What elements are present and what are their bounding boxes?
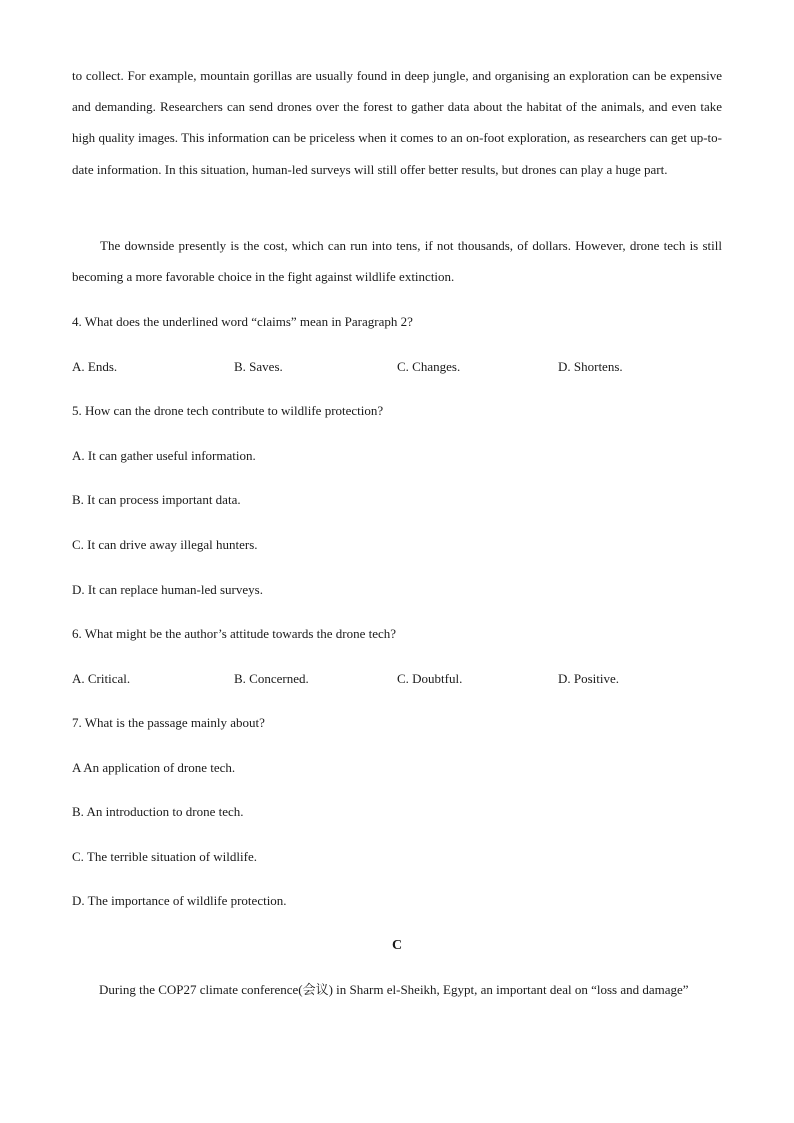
- option-b: B. Saves.: [234, 359, 283, 374]
- option-b: B. It can process important data.: [72, 492, 241, 507]
- question-stem: 7. What is the passage mainly about?: [72, 715, 265, 730]
- option-b: B. An introduction to drone tech.: [72, 804, 244, 819]
- option-c: C. It can drive away illegal hunters.: [72, 537, 258, 552]
- option-b: B. Concerned.: [234, 671, 309, 686]
- passage-b-paragraph-continued: to collect. For example, mountain gorillas are usually found in deep jungle, and organising an exploration can be expensive and demanding. Researchers can send drones over the forest to gather data about the habitat of the animals, and even take high quality images. This information can be priceless when it comes to an on-foot exploration, as researchers can get up-to-date information. In this situation, human-led surveys will still offer better results, but drones can play a huge part.: [72, 68, 722, 177]
- option-c: C. Doubtful.: [397, 671, 463, 686]
- question-stem: 5. How can the drone tech contribute to wildlife protection?: [72, 403, 384, 418]
- section-c-paragraph-first: During the COP27 climate conference(会议) in Sharm el-Sheikh, Egypt, an important deal on “loss and damage”: [99, 982, 689, 997]
- option-d: D. Positive.: [558, 671, 620, 686]
- option-d: D. Shortens.: [558, 359, 623, 374]
- option-d: D. The importance of wildlife protection.: [72, 893, 287, 908]
- question-stem: 6. What might be the author’s attitude towards the drone tech?: [72, 626, 397, 641]
- option-a: A An application of drone tech.: [72, 760, 236, 775]
- option-c: C. The terrible situation of wildlife.: [72, 849, 257, 864]
- option-a: A. Ends.: [72, 359, 118, 374]
- passage-b-paragraph-last: The downside presently is the cost, which can run into tens, if not thousands, of dollars. However, drone tech is still becoming a more favorable choice in the fight against wildlife extinction.: [72, 238, 722, 285]
- option-c: C. Changes.: [397, 359, 461, 374]
- section-c-heading: C: [391, 938, 403, 953]
- option-d: D. It can replace human-led surveys.: [72, 582, 263, 597]
- option-a: A. Critical.: [72, 671, 131, 686]
- question-stem: 4. What does the underlined word “claims” mean in Paragraph 2?: [72, 314, 413, 329]
- option-a: A. It can gather useful information.: [72, 448, 256, 463]
